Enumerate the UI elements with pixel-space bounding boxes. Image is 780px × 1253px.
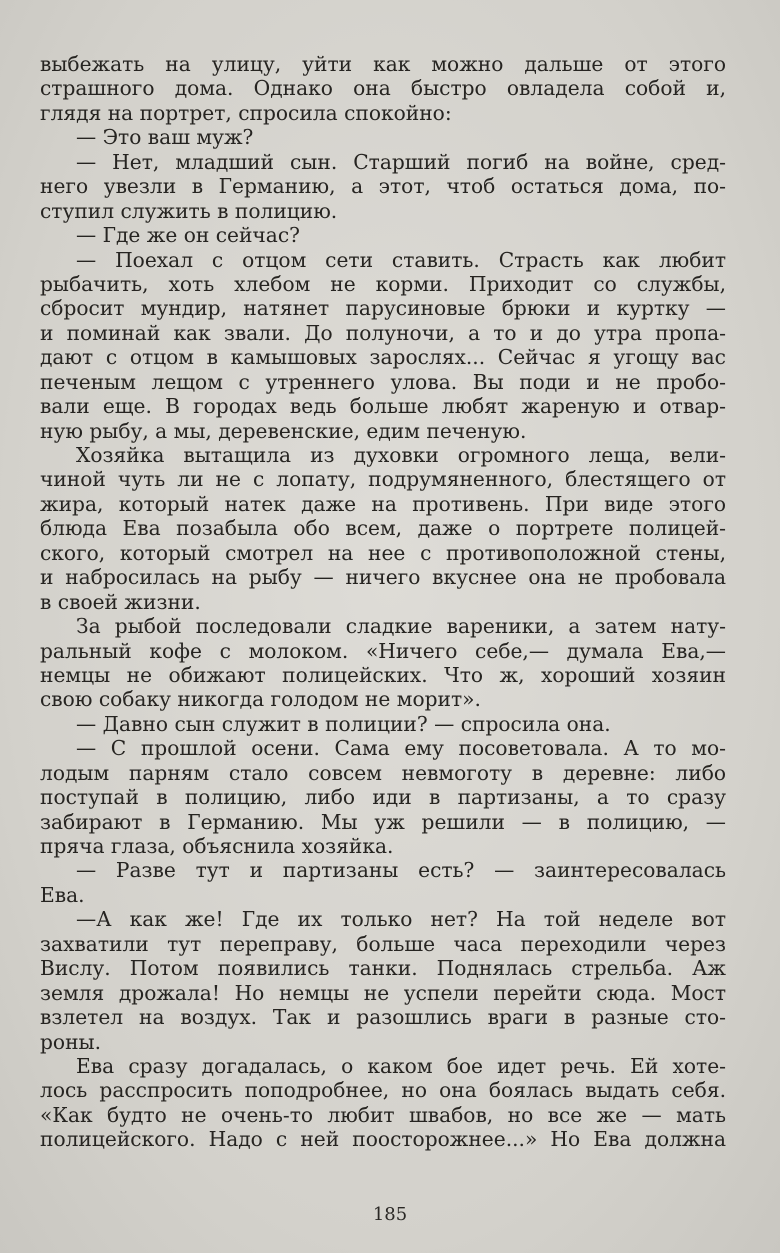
text-line: страшного дома. Однако она быстро овладела собой и, xyxy=(40,76,726,101)
text-line: — С прошлой осени. Сама ему посоветовала. А то мо- xyxy=(76,736,726,761)
text-line: захватили тут переправу, больше часа переходили через xyxy=(40,931,726,956)
text-line: — Давно сын служит в полиции? — спросила она. xyxy=(76,711,611,736)
text-line: вали еще. В городах ведь больше любят жареную и отвар- xyxy=(40,394,726,419)
paragraph xyxy=(40,52,726,125)
paragraph xyxy=(40,125,726,149)
text-line: дают с отцом в камышовых зарослях... Сейчас я угощу вас xyxy=(40,345,726,370)
paragraph xyxy=(40,736,726,858)
text-line: немцы не обижают полицейских. Что ж, хороший хозяин xyxy=(40,662,726,687)
paragraph xyxy=(40,150,726,223)
text-line: рыбачить, хоть хлебом не корми. Приходит со службы, xyxy=(40,271,726,296)
text-line: роны. xyxy=(40,1029,102,1054)
text-line: выбежать на улицу, уйти как можно дальше от этого xyxy=(40,52,726,76)
paragraph xyxy=(40,858,726,907)
text-line: сбросит мундир, натянет парусиновые брюки и куртку — xyxy=(40,296,726,321)
text-line: него увезли в Германию, а этот, чтоб остаться дома, по- xyxy=(40,174,726,199)
text-line: лось расспросить поподробнее, но она боялась выдать себя. xyxy=(40,1078,726,1103)
text-line: За рыбой последовали сладкие вареники, а затем нату- xyxy=(76,614,726,639)
text-line: — Разве тут и партизаны есть? — заинтересовалась xyxy=(76,858,726,883)
text-line: земля дрожала! Но немцы не успели перейти сюда. Мост xyxy=(40,980,726,1005)
text-line: глядя на портрет, спросила спокойно: xyxy=(40,100,452,125)
paragraph xyxy=(40,443,726,614)
text-line: — Поехал с отцом сети ставить. Страсть как любит xyxy=(76,247,726,272)
text-line: в своей жизни. xyxy=(40,589,201,614)
text-line: забирают в Германию. Мы уж решили — в полицию, — xyxy=(40,809,726,834)
paragraph xyxy=(40,1054,726,1152)
text-line: Ева. xyxy=(40,882,85,907)
text-line: ральный кофе с молоком. «Ничего себе,— думала Ева,— xyxy=(40,638,726,663)
text-line: полицейского. Надо с ней поосторожнее...» Но Ева должна xyxy=(40,1127,726,1152)
text-line: и набросилась на рыбу — ничего вкуснее она не пробовала xyxy=(40,565,726,590)
text-line: взлетел на воздух. Так и разошлись враги в разные сто- xyxy=(40,1005,726,1030)
text-line: ступил служить в полицию. xyxy=(40,198,338,223)
text-line: — Это ваш муж? xyxy=(76,125,254,150)
text-line: — Где же он сейчас? xyxy=(76,223,300,248)
page-number: 185 xyxy=(372,1204,408,1225)
text-line: ную рыбу, а мы, деревенские, едим печеную. xyxy=(40,418,527,443)
text-line: свою собаку никогда голодом не морит». xyxy=(40,687,481,712)
paragraph xyxy=(40,223,726,247)
text-line: блюда Ева позабыла обо всем, даже о портрете полицей- xyxy=(40,516,726,541)
body-text xyxy=(40,52,726,1152)
text-line: пряча глаза, объяснила хозяйка. xyxy=(40,834,394,858)
paragraph xyxy=(40,614,726,712)
paragraph xyxy=(40,712,726,736)
text-line: Хозяйка вытащила из духовки огромного леща, вели- xyxy=(76,443,726,467)
text-line: жира, который натек даже на противень. При виде этого xyxy=(40,491,726,516)
text-line: поступай в полицию, либо иди в партизаны, а то сразу xyxy=(40,785,726,810)
paragraph xyxy=(40,248,726,444)
paragraph xyxy=(40,907,726,1054)
text-line: и поминай как звали. До полуночи, а то и до утра пропа- xyxy=(40,320,726,345)
text-line: Вислу. Потом появились танки. Поднялась стрельба. Аж xyxy=(40,956,726,981)
text-line: печеным лещом с утреннего улова. Вы поди и не пробо- xyxy=(40,369,726,394)
text-line: чиной чуть ли не с лопату, подрумяненного, блестящего от xyxy=(40,467,726,492)
text-line: —А как же! Где их только нет? На той неделе вот xyxy=(76,907,726,932)
text-line: Ева сразу догадалась, о каком бое идет речь. Ей хоте- xyxy=(76,1053,726,1078)
text-line: — Нет, младший сын. Старший погиб на войне, сред- xyxy=(76,149,726,174)
text-line: «Как будто не очень-то любит швабов, но все же — мать xyxy=(40,1102,726,1127)
text-line: лодым парням стало совсем невмоготу в деревне: либо xyxy=(40,760,726,785)
text-line: ского, который смотрел на нее с противоположной стены, xyxy=(40,540,726,565)
